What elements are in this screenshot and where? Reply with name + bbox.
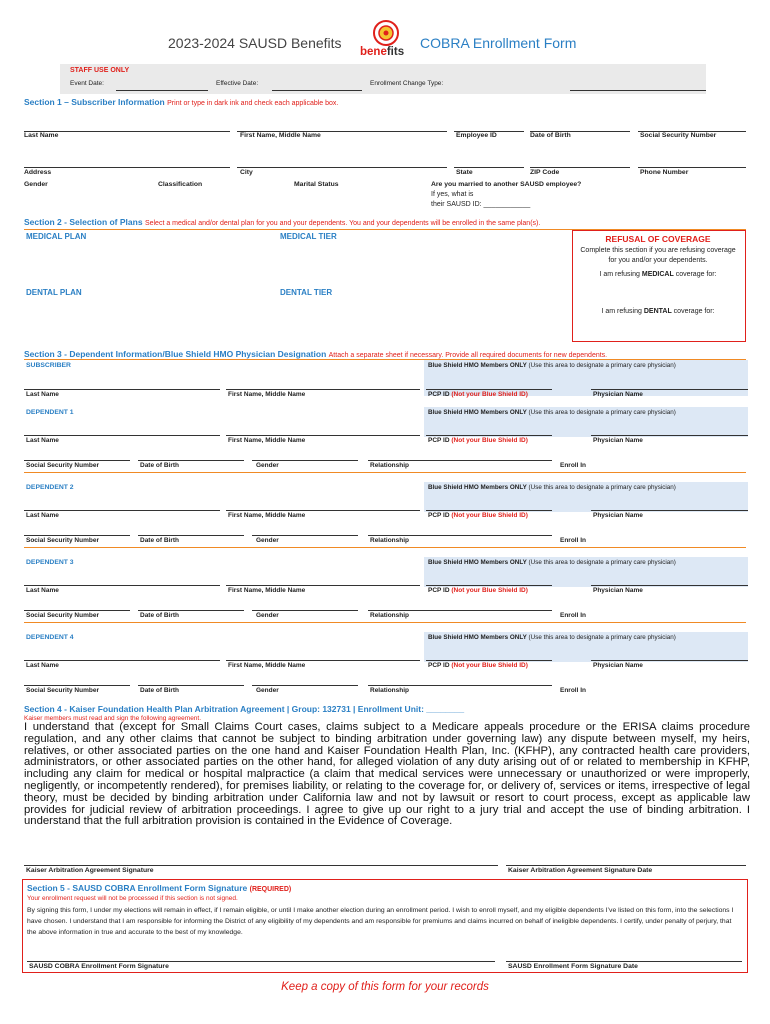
zip-label: ZIP Code [530, 169, 560, 176]
sausd-signature-date-field[interactable] [506, 961, 742, 962]
dependent-2-first-name-label: First Name, Middle Name [228, 512, 306, 519]
section4-title: Section 4 - Kaiser Foundation Health Plan Arbitration Agreement | Group: 132731 | Enrollment Unit: ________ [24, 704, 465, 714]
logo-text-bene: bene [360, 46, 387, 58]
subscriber-hmo-note: Blue Shield HMO Members ONLY (Use this area to designate a primary care physician) [428, 362, 676, 369]
dependent-1-divider [24, 472, 746, 473]
dental-tier-label: DENTAL TIER [280, 288, 333, 297]
dependent-3-relationship-field[interactable] [368, 610, 552, 611]
subscriber-last-name-field[interactable] [24, 389, 220, 390]
dependent-4-ssn-label: Social Security Number [26, 687, 99, 694]
dependent-1-gender-label: Gender [256, 462, 279, 469]
logo-text-fits: fits [386, 46, 405, 58]
dependent-1-pcp-label: PCP ID (Not your Blue Shield ID) [428, 437, 528, 444]
header-right-title: COBRA Enrollment Form [420, 35, 577, 51]
section3-title: Section 3 - Dependent Information/Blue Shield HMO Physician Designation Attach a separate sheet if necessary. Provide all required documents for new dependents. [24, 349, 608, 359]
dependent-1-dob-field[interactable] [138, 460, 244, 461]
dependent-2-ssn-label: Social Security Number [26, 537, 99, 544]
dob-label: Date of Birth [530, 132, 571, 139]
dependent-4-physician-label: Physician Name [593, 662, 643, 669]
dependent-3-heading: DEPENDENT 3 [26, 559, 74, 566]
dependent-1-physician-field[interactable] [591, 435, 748, 436]
dependent-4-relationship-field[interactable] [368, 685, 552, 686]
dependent-4-physician-field[interactable] [591, 660, 748, 661]
dependent-3-first-name-field[interactable] [226, 585, 420, 586]
dependent-3-dob-label: Date of Birth [140, 612, 179, 619]
refuse-dental[interactable]: I am refusing DENTAL coverage for: [601, 308, 715, 315]
dependent-1-last-name-field[interactable] [24, 435, 220, 436]
sausd-signature-date-label: SAUSD Enrollment Form Signature Date [508, 963, 638, 970]
dependent-2-gender-field[interactable] [252, 535, 358, 536]
subscriber-physician-label: Physician Name [593, 391, 643, 398]
dependent-3-first-name-label: First Name, Middle Name [228, 587, 306, 594]
refuse-medical[interactable]: I am refusing MEDICAL coverage for: [599, 271, 717, 278]
city-field[interactable] [237, 167, 447, 168]
dependent-3-gender-label: Gender [256, 612, 279, 619]
classification-label: Classification [158, 181, 203, 188]
dependent-2-first-name-field[interactable] [226, 510, 420, 511]
dependent-2-heading: DEPENDENT 2 [26, 484, 74, 491]
state-field[interactable] [454, 167, 524, 168]
refusal-text: Complete this section if you are refusing coverage for you and/or your dependents. [580, 247, 736, 264]
married-question: Are you married to another SAUSD employee? [431, 181, 582, 188]
dependent-4-heading: DEPENDENT 4 [26, 634, 74, 641]
dependent-2-physician-label: Physician Name [593, 512, 643, 519]
section1-title: Section 1 – Subscriber Information Print or type in dark ink and check each applicable box. [24, 97, 339, 107]
dependent-2-last-name-label: Last Name [26, 512, 59, 519]
dependent-3-pcp-label: PCP ID (Not your Blue Shield ID) [428, 587, 528, 594]
effective-date-field[interactable] [272, 90, 362, 91]
subscriber-physician-field[interactable] [591, 389, 748, 390]
dependent-1-pcp-field[interactable] [426, 435, 552, 436]
enrollment-change-label: Enrollment Change Type: [370, 80, 444, 87]
dependent-3-last-name-label: Last Name [26, 587, 59, 594]
staff-use-title: STAFF USE ONLY [70, 67, 130, 74]
subscriber-heading: SUBSCRIBER [26, 362, 71, 369]
zip-field[interactable] [530, 167, 630, 168]
dependent-4-pcp-label: PCP ID (Not your Blue Shield ID) [428, 662, 528, 669]
dependent-2-gender-label: Gender [256, 537, 279, 544]
phone-field[interactable] [638, 167, 746, 168]
dependent-3-pcp-field[interactable] [426, 585, 552, 586]
address-label: Address [24, 169, 52, 176]
refusal-title: REFUSAL OF COVERAGE [605, 234, 711, 244]
dependent-3-ssn-field[interactable] [24, 610, 130, 611]
dependent-2-ssn-field[interactable] [24, 535, 130, 536]
dependent-1-physician-label: Physician Name [593, 437, 643, 444]
subscriber-first-name-label: First Name, Middle Name [228, 391, 306, 398]
dependent-3-divider [24, 622, 746, 623]
city-label: City [240, 169, 253, 176]
dependent-1-dob-label: Date of Birth [140, 462, 179, 469]
sausd-signature-label: SAUSD COBRA Enrollment Form Signature [29, 963, 169, 970]
footer-note: Keep a copy of this form for your records [281, 981, 489, 993]
dependent-1-hmo-note: Blue Shield HMO Members ONLY (Use this area to designate a primary care physician) [428, 409, 676, 416]
dependent-1-first-name-field[interactable] [226, 435, 420, 436]
dependent-1-first-name-label: First Name, Middle Name [228, 437, 306, 444]
dependent-2-hmo-note: Blue Shield HMO Members ONLY (Use this area to designate a primary care physician) [428, 484, 676, 491]
dependent-4-gender-label: Gender [256, 687, 279, 694]
dependent-4-pcp-field[interactable] [426, 660, 552, 661]
subscriber-last-name-label: Last Name [26, 391, 59, 398]
if-yes-text: If yes, what is [431, 191, 474, 198]
effective-date-label: Effective Date: [216, 80, 259, 87]
section5-warning: Your enrollment request will not be processed if this section is not signed. [27, 895, 238, 902]
dependent-2-dob-label: Date of Birth [140, 537, 179, 544]
phone-label: Phone Number [640, 169, 689, 176]
dependent-2-relationship-field[interactable] [368, 535, 552, 536]
section5-title: Section 5 - SAUSD COBRA Enrollment Form Signature (REQUIRED) [27, 883, 292, 893]
dependent-2-last-name-field[interactable] [24, 510, 220, 511]
kaiser-signature-date-field[interactable] [506, 865, 746, 866]
dependent-3-physician-label: Physician Name [593, 587, 643, 594]
employee-id-label: Employee ID [456, 132, 497, 139]
dependent-2-enroll-in-label: Enroll In [560, 537, 586, 544]
event-date-field[interactable] [116, 90, 208, 91]
dependent-1-relationship-field[interactable] [368, 460, 552, 461]
their-id-field[interactable]: their SAUSD ID: ____________ [431, 201, 531, 208]
dependent-1-relationship-label: Relationship [370, 462, 410, 469]
dependent-4-last-name-label: Last Name [26, 662, 59, 669]
ssn-label: Social Security Number [640, 132, 717, 139]
dependent-3-hmo-note: Blue Shield HMO Members ONLY (Use this area to designate a primary care physician) [428, 559, 676, 566]
header-left-title: 2023-2024 SAUSD Benefits [168, 35, 342, 51]
state-label: State [456, 169, 473, 176]
dependent-4-last-name-field[interactable] [24, 660, 220, 661]
subscriber-pcp-label: PCP ID (Not your Blue Shield ID) [428, 391, 528, 398]
dependent-4-hmo-note: Blue Shield HMO Members ONLY (Use this area to designate a primary care physician) [428, 634, 676, 641]
subscriber-first-name-field[interactable] [226, 389, 420, 390]
dependent-4-gender-field[interactable] [252, 685, 358, 686]
enrollment-change-field[interactable] [570, 90, 706, 91]
dependent-1-gender-field[interactable] [252, 460, 358, 461]
dependent-4-dob-field[interactable] [138, 685, 244, 686]
dependent-3-dob-field[interactable] [138, 610, 244, 611]
dependent-2-relationship-label: Relationship [370, 537, 410, 544]
medical-tier-label: MEDICAL TIER [280, 232, 337, 241]
dependent-4-dob-label: Date of Birth [140, 687, 179, 694]
dependent-3-gender-field[interactable] [252, 610, 358, 611]
dependent-1-ssn-label: Social Security Number [26, 462, 99, 469]
dependent-4-ssn-field[interactable] [24, 685, 130, 686]
dependent-3-last-name-field[interactable] [24, 585, 220, 586]
dependent-1-enroll-in-label: Enroll In [560, 462, 586, 469]
dependent-1-last-name-label: Last Name [26, 437, 59, 444]
section2-title: Section 2 - Selection of Plans Select a medical and/or dental plan for you and your dependents. You and your dependents will be enrolled in the same plan(s). [24, 217, 541, 227]
arbitration-text: I understand that (except for Small Claims Court cases, claims subject to a Medicare appeals procedure or the ERISA claims procedure regulation, and any other claims that cannot be subject to binding arbitration under governing law) any dispute between myself, my heirs, relatives, or other associated parties on the one hand and Kaiser Foundation Health Plan, Inc. (KFHP), any contracted health care providers, administrators, or other associated parties on the other hand, for alleged violation of any duty arising out of or related to membership in KFHP, including any claim for medical or hospital malpractice (a claim that medical services were unnecessary or unauthorized or were improperly, negligently, or incompetently rendered), for premises liability, or relating to the coverage for, or delivery of, services or items, irrespective of legal theory, must be decided by binding arbitration under California law and not by lawsuit or resort to court process, except as applicable law provides for judicial review of arbitration proceedings. I agree to give up our right to a jury trial and accept the use of binding arbitration. I understand that the full arbitration provision is contained in the Evidence of Coverage. [24, 721, 750, 828]
address-field[interactable] [24, 167, 230, 168]
kaiser-signature-date-label: Kaiser Arbitration Agreement Signature Date [508, 867, 653, 874]
dental-plan-label: DENTAL PLAN [26, 288, 82, 297]
medical-plan-label: MEDICAL PLAN [26, 232, 87, 241]
event-date-label: Event Date: [70, 80, 104, 87]
dependent-2-dob-field[interactable] [138, 535, 244, 536]
marital-label: Marital Status [294, 181, 339, 188]
dependent-1-ssn-field[interactable] [24, 460, 130, 461]
dependent-4-first-name-label: First Name, Middle Name [228, 662, 306, 669]
last-name-label: Last Name [24, 132, 59, 139]
benefits-logo [360, 20, 416, 64]
section4-subtitle: Kaiser members must read and sign the following agreement. [24, 715, 202, 722]
dependent-1-heading: DEPENDENT 1 [26, 409, 74, 416]
dependent-4-first-name-field[interactable] [226, 660, 420, 661]
first-name-label: First Name, Middle Name [240, 132, 321, 139]
dependent-2-physician-field[interactable] [591, 510, 748, 511]
subscriber-pcp-field[interactable] [426, 389, 552, 390]
dependent-4-enroll-in-label: Enroll In [560, 687, 586, 694]
dependent-3-physician-field[interactable] [591, 585, 748, 586]
gender-label: Gender [24, 181, 48, 188]
section5-body: By signing this form, I under my elections will remain in effect, if I remain eligible, or until I make another election during an enrollment period. I wish to enroll myself, and my eligible dependents I’ve listed on this form, into the selections I have chosen. I understand that I am responsible for informing the District of any eligibility of my dependents and am responsible for premiums and claims incurred on behalf of ineligible dependents. I certify, under penalty of perjury, that the above information in true and accurate to the best of my knowledge. [27, 907, 734, 936]
sausd-signature-field[interactable] [27, 961, 495, 962]
kaiser-signature-field[interactable] [24, 865, 498, 866]
dependent-4-relationship-label: Relationship [370, 687, 410, 694]
dependent-3-enroll-in-label: Enroll In [560, 612, 586, 619]
dependent-3-ssn-label: Social Security Number [26, 612, 99, 619]
kaiser-signature-label: Kaiser Arbitration Agreement Signature [26, 867, 154, 874]
dependent-2-pcp-field[interactable] [426, 510, 552, 511]
dependent-2-divider [24, 547, 746, 548]
seal-icon [373, 20, 399, 46]
dependent-2-pcp-label: PCP ID (Not your Blue Shield ID) [428, 512, 528, 519]
dependent-3-relationship-label: Relationship [370, 612, 410, 619]
